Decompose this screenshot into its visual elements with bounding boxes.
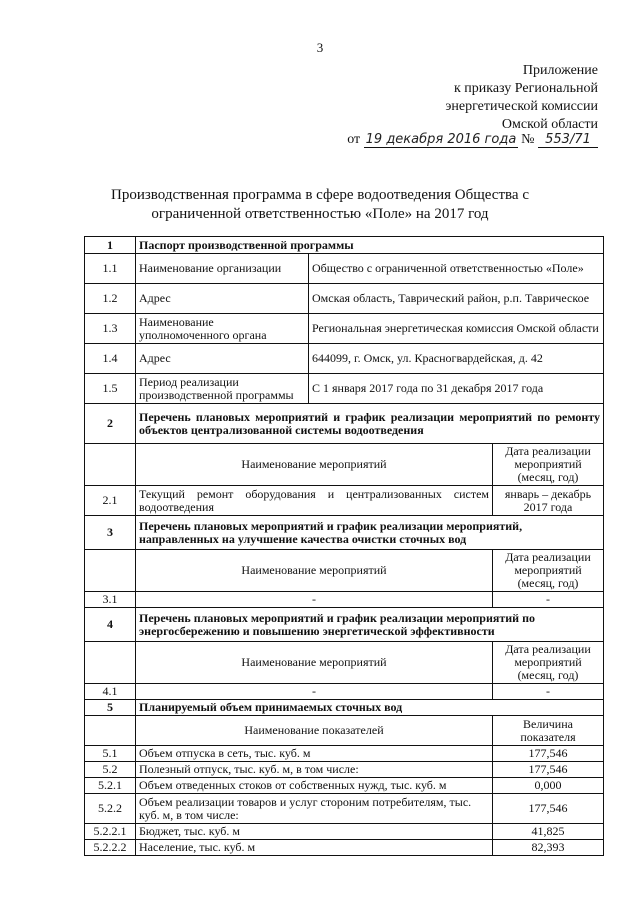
row-number: 5.1 bbox=[85, 746, 136, 762]
section-heading: Перечень плановых мероприятий и график реализации мероприятий по энергосбережению и повышению энергетической эффективности bbox=[136, 608, 604, 642]
table-row bbox=[85, 344, 604, 374]
table-row bbox=[85, 746, 604, 762]
appendix-line: Омской области bbox=[501, 117, 598, 132]
table-row bbox=[85, 824, 604, 840]
number-sign: № bbox=[521, 132, 535, 147]
section-heading: Перечень плановых мероприятий и график реализации мероприятий, направленных на улучшение качества очистки сточных вод bbox=[136, 516, 604, 550]
row-value: 82,393 bbox=[493, 840, 604, 856]
table-row bbox=[85, 762, 604, 778]
table-row bbox=[85, 794, 604, 824]
row-value: 41,825 bbox=[493, 824, 604, 840]
column-header-row bbox=[85, 444, 604, 486]
column-header: Дата реализации мероприятий (месяц, год) bbox=[493, 550, 604, 592]
row-label: Наименование уполномоченного органа bbox=[136, 314, 309, 344]
row-name: Объем отпуска в сеть, тыс. куб. м bbox=[136, 746, 493, 762]
row-value: 177,546 bbox=[493, 746, 604, 762]
handwritten-date: 19 декабря 2016 года bbox=[365, 132, 517, 147]
row-number: 5.2 bbox=[85, 762, 136, 778]
row-value: Региональная энергетическая комиссия Омской области bbox=[309, 314, 604, 344]
row-label: Период реализации производственной программы bbox=[136, 374, 309, 404]
row-number: 1.5 bbox=[85, 374, 136, 404]
table-row bbox=[85, 778, 604, 794]
row-number: 2.1 bbox=[85, 486, 136, 516]
table-row bbox=[85, 314, 604, 344]
appendix-line: к приказу Региональной bbox=[453, 81, 598, 96]
appendix-line: Приложение bbox=[522, 63, 598, 78]
section-header bbox=[85, 700, 604, 716]
row-value: С 1 января 2017 года по 31 декабря 2017 года bbox=[309, 374, 604, 404]
column-header: Наименование мероприятий bbox=[136, 642, 493, 684]
section-header bbox=[85, 516, 604, 550]
order-date-number bbox=[347, 132, 598, 148]
row-name: Полезный отпуск, тыс. куб. м, в том числе: bbox=[136, 762, 493, 778]
row-name: Объем отведенных стоков от собственных нужд, тыс. куб. м bbox=[136, 778, 493, 794]
row-name: Бюджет, тыс. куб. м bbox=[136, 824, 493, 840]
row-name: Объем реализации товаров и услуг стороним потребителям, тыс. куб. м, в том числе: bbox=[136, 794, 493, 824]
section-heading: Паспорт производственной программы bbox=[136, 237, 604, 254]
row-value: Омская область, Таврический район, р.п. Таврическое bbox=[309, 284, 604, 314]
row-name: Население, тыс. куб. м bbox=[136, 840, 493, 856]
row-number: 1.3 bbox=[85, 314, 136, 344]
section-number: 3 bbox=[85, 516, 136, 550]
table-row bbox=[85, 284, 604, 314]
section-number: 1 bbox=[85, 237, 136, 254]
table-row bbox=[85, 592, 604, 608]
row-value: Общество с ограниченной ответственностью «Поле» bbox=[309, 254, 604, 284]
column-header-row bbox=[85, 716, 604, 746]
row-date: январь – декабрь 2017 года bbox=[493, 486, 604, 516]
column-header: Дата реализации мероприятий (месяц, год) bbox=[493, 642, 604, 684]
appendix-line: энергетической комиссии bbox=[445, 99, 598, 114]
row-number: 4.1 bbox=[85, 684, 136, 700]
document-title bbox=[60, 186, 580, 224]
section-header bbox=[85, 608, 604, 642]
row-number: 1.1 bbox=[85, 254, 136, 284]
appendix-block bbox=[445, 62, 598, 134]
row-value: 177,546 bbox=[493, 762, 604, 778]
row-label: Адрес bbox=[136, 344, 309, 374]
column-header: Наименование мероприятий bbox=[136, 444, 493, 486]
row-value: 177,546 bbox=[493, 794, 604, 824]
row-number: 5.2.2.1 bbox=[85, 824, 136, 840]
production-program-table bbox=[84, 236, 604, 856]
row-number: 5.2.2.2 bbox=[85, 840, 136, 856]
row-number: 5.2.1 bbox=[85, 778, 136, 794]
column-header: Наименование показателей bbox=[136, 716, 493, 746]
table-row bbox=[85, 840, 604, 856]
column-header: Наименование мероприятий bbox=[136, 550, 493, 592]
row-number: 1.4 bbox=[85, 344, 136, 374]
row-value: 644099, г. Омск, ул. Красногвардейская, д. 42 bbox=[309, 344, 604, 374]
row-date: - bbox=[493, 592, 604, 608]
section-number: 5 bbox=[85, 700, 136, 716]
row-number: 3.1 bbox=[85, 592, 136, 608]
row-number: 5.2.2 bbox=[85, 794, 136, 824]
section-heading: Перечень плановых мероприятий и график реализации мероприятий по ремонту объектов централизованной системы водоотведения bbox=[136, 404, 604, 444]
row-name: - bbox=[136, 684, 493, 700]
section-header bbox=[85, 404, 604, 444]
section-number: 2 bbox=[85, 404, 136, 444]
table-row bbox=[85, 486, 604, 516]
row-label: Наименование организации bbox=[136, 254, 309, 284]
column-header: Дата реализации мероприятий (месяц, год) bbox=[493, 444, 604, 486]
table-row bbox=[85, 684, 604, 700]
section-number: 4 bbox=[85, 608, 136, 642]
table-row bbox=[85, 254, 604, 284]
table-row bbox=[85, 374, 604, 404]
row-number: 1.2 bbox=[85, 284, 136, 314]
row-value: 0,000 bbox=[493, 778, 604, 794]
handwritten-number: 553/71 bbox=[538, 132, 598, 148]
title-line: Производственная программа в сфере водоотведения Общества с bbox=[111, 187, 529, 203]
row-date: - bbox=[493, 684, 604, 700]
from-label: от bbox=[347, 132, 361, 147]
row-name: - bbox=[136, 592, 493, 608]
column-header-row bbox=[85, 550, 604, 592]
section-header bbox=[85, 237, 604, 254]
section-heading: Планируемый объем принимаемых сточных вод bbox=[136, 700, 604, 716]
column-header: Величина показателя bbox=[493, 716, 604, 746]
column-header-row bbox=[85, 642, 604, 684]
row-label: Адрес bbox=[136, 284, 309, 314]
title-line: ограниченной ответственностью «Поле» на 2017 год bbox=[151, 206, 489, 222]
row-name: Текущий ремонт оборудования и централизованных систем водоотведения bbox=[136, 486, 493, 516]
page-number: 3 bbox=[316, 40, 324, 55]
